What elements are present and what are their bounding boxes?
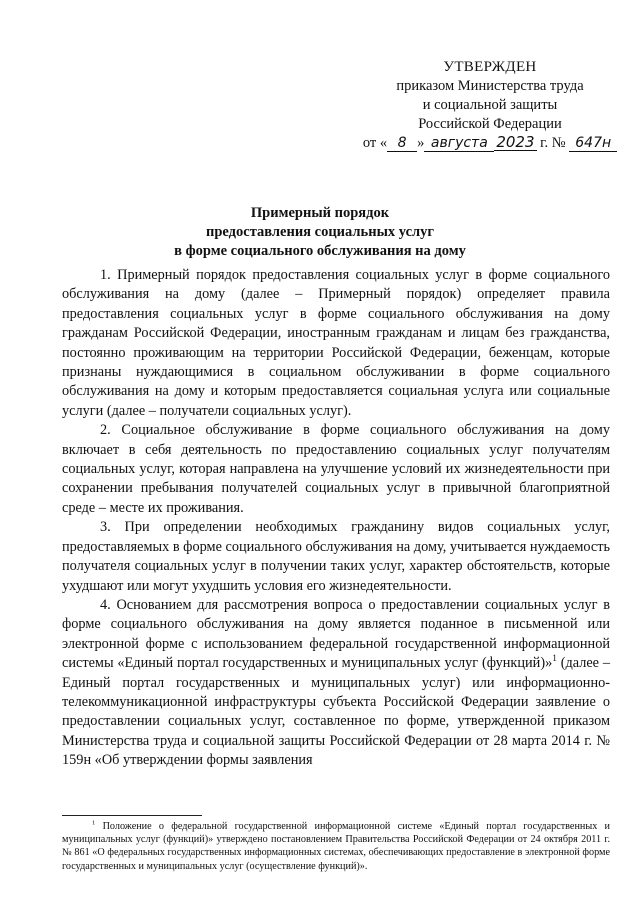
paragraph-2: 2. Социальное обслуживание в форме социального обслуживания на дому включает в себя деятельность по предоставлению социальных услуг получателям социальных услуг, которая направлена на улучшение условий их жизнедеятельности при сохранении пребывания получателей социальных услуг в привычной благоприятной среде – месте их проживания. [62, 422, 610, 516]
approval-heading: УТВЕРЖДЕН [443, 59, 537, 75]
handwritten-day: 8 [387, 135, 417, 152]
date-prefix: от « [362, 135, 388, 151]
approval-block [360, 58, 620, 153]
date-quote-close: » [417, 135, 425, 151]
footnote [62, 820, 610, 873]
title-line-1: Примерный порядок [250, 205, 390, 221]
footnote-text: Положение о федеральной государственной информационной системе «Единый портал государственных и муниципальных услуг (функций)» утверждено постановлением Правительства Российской Федерации от 24 октября 2011 г. № 861 «О федеральных государственных информационных системах, обеспечивающих предоставление в электронной форме государственных и муниципальных услуг (осуществление функций)». [62, 821, 610, 872]
title-line-2: предоставления социальных услуг [206, 224, 434, 240]
handwritten-year: 2023 [496, 133, 535, 151]
footnote-reference[interactable]: 1 [552, 654, 557, 665]
footnote-divider [62, 815, 202, 816]
year-suffix: г. № [540, 135, 566, 151]
paragraph-4-after: (далее – Единый портал государственных и муниципальных услуг) или информационно-телекоммуникационной инфраструктуры субъекта Российской Федерации заявление о предоставлении социальных услуг, составленное по форме, утвержденной приказом Министерства труда и социальной защиты Российской Федерации от 28 марта 2014 г. № 159н «Об утверждении формы заявления [62, 655, 610, 769]
paragraph-4-before: 4. Основанием для рассмотрения вопроса о предоставлении социальных услуг в форме социального обслуживания на дому является поданное в письменной или электронной форме с использованием федеральной государственной информационной системы «Единый портал государственных и муниципальных услуг (функций)» [62, 596, 610, 672]
document-body [62, 266, 610, 771]
approval-date-line [360, 134, 620, 153]
footnote-marker: 1 [92, 819, 96, 827]
approval-line-2: и социальной защиты [422, 97, 558, 113]
document-title [60, 204, 580, 261]
paragraph-3: 3. При определении необходимых гражданину видов социальных услуг, предоставляемых в форме социального обслуживания на дому, учитывается нуждаемость получателя социальных услуг в получении таких услуг, характер обстоятельств, которые ухудшают или могут ухудшить условия его жизнедеятельности. [62, 519, 610, 594]
handwritten-month: августа [424, 135, 494, 152]
handwritten-order-number: 647н [569, 135, 617, 152]
title-line-3: в форме социального обслуживания на дому [174, 243, 466, 259]
paragraph-1: 1. Примерный порядок предоставления социальных услуг в форме социального обслуживания на дому (далее – Примерный порядок) определяет правила предоставления социальных услуг в форме социального обслуживания на дому гражданам Российской Федерации, иностранным гражданам и лицам без гражданства, постоянно проживающим на территории Российской Федерации, беженцам, которые признаны нуждающимися в социальном обслуживании в форме социального обслуживания на дому и которым предоставляется социальная услуга или социальные услуги (далее – получатели социальных услуг). [62, 267, 610, 419]
approval-line-1: приказом Министерства труда [396, 78, 584, 94]
paragraph-4 [62, 596, 610, 771]
approval-line-3: Российской Федерации [418, 116, 562, 132]
